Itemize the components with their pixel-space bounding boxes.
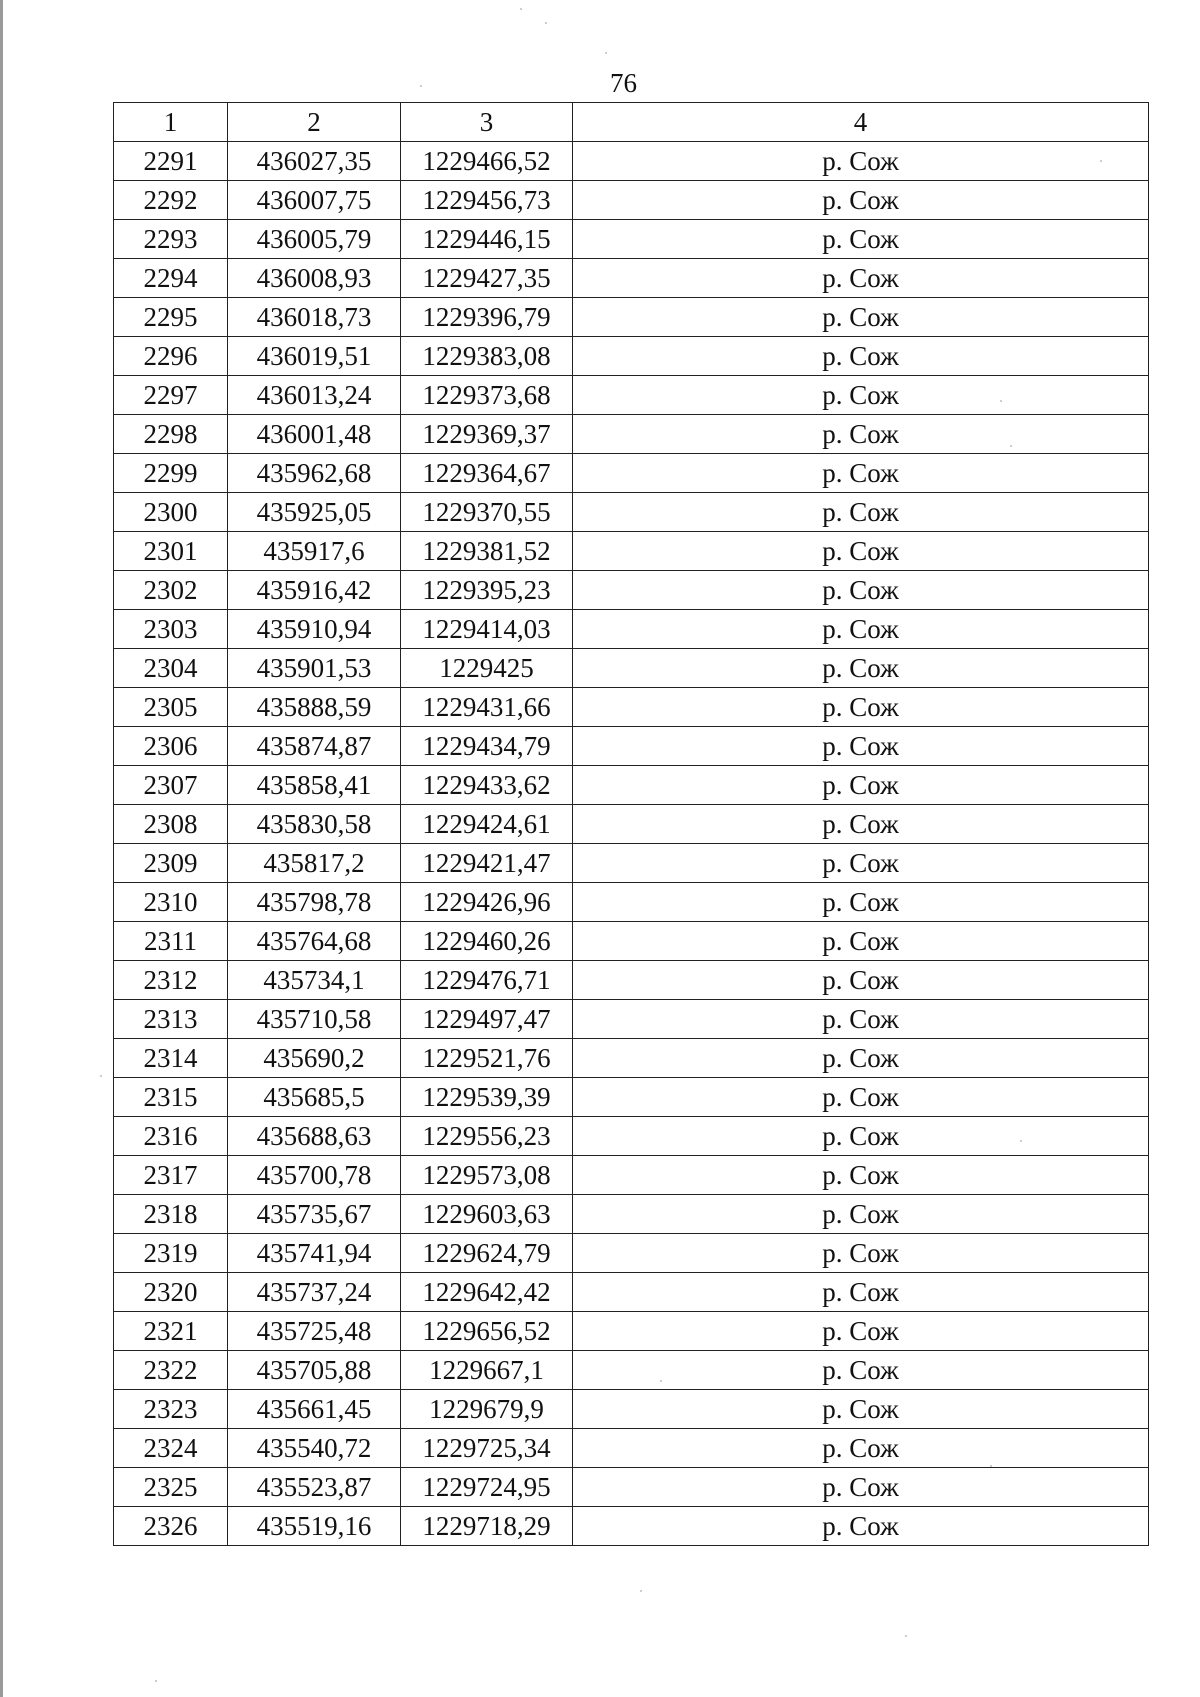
- table-row: [114, 961, 1149, 1000]
- x-coordinate-cell: 435688,63: [228, 1117, 401, 1156]
- x-coordinate-cell: 436027,35: [228, 142, 401, 181]
- table-row: [114, 1117, 1149, 1156]
- x-coordinate-cell: 435910,94: [228, 610, 401, 649]
- x-coordinate-cell: 435705,88: [228, 1351, 401, 1390]
- table-row: [114, 415, 1149, 454]
- y-coordinate-cell: 1229466,52: [401, 142, 573, 181]
- y-coordinate-cell: 1229395,23: [401, 571, 573, 610]
- table-row: [114, 1234, 1149, 1273]
- y-coordinate-cell: 1229679,9: [401, 1390, 573, 1429]
- y-coordinate-cell: 1229426,96: [401, 883, 573, 922]
- description-cell: р. Сож: [573, 1000, 1149, 1039]
- y-coordinate-cell: 1229497,47: [401, 1000, 573, 1039]
- table-row: [114, 493, 1149, 532]
- y-coordinate-cell: 1229433,62: [401, 766, 573, 805]
- table-row: [114, 259, 1149, 298]
- x-coordinate-cell: 436001,48: [228, 415, 401, 454]
- x-coordinate-cell: 436007,75: [228, 181, 401, 220]
- point-number-cell: 2317: [114, 1156, 228, 1195]
- y-coordinate-cell: 1229476,71: [401, 961, 573, 1000]
- x-coordinate-cell: 435830,58: [228, 805, 401, 844]
- point-number-cell: 2295: [114, 298, 228, 337]
- x-coordinate-cell: 435523,87: [228, 1468, 401, 1507]
- y-coordinate-cell: 1229539,39: [401, 1078, 573, 1117]
- table-row: [114, 883, 1149, 922]
- table-row: [114, 454, 1149, 493]
- table-row: [114, 298, 1149, 337]
- column-header: 2: [228, 103, 401, 142]
- point-number-cell: 2300: [114, 493, 228, 532]
- y-coordinate-cell: 1229725,34: [401, 1429, 573, 1468]
- y-coordinate-cell: 1229642,42: [401, 1273, 573, 1312]
- x-coordinate-cell: 435917,6: [228, 532, 401, 571]
- y-coordinate-cell: 1229381,52: [401, 532, 573, 571]
- y-coordinate-cell: 1229373,68: [401, 376, 573, 415]
- table-row: [114, 922, 1149, 961]
- x-coordinate-cell: 435798,78: [228, 883, 401, 922]
- y-coordinate-cell: 1229383,08: [401, 337, 573, 376]
- description-cell: р. Сож: [573, 1195, 1149, 1234]
- table-row: [114, 844, 1149, 883]
- y-coordinate-cell: 1229521,76: [401, 1039, 573, 1078]
- y-coordinate-cell: 1229667,1: [401, 1351, 573, 1390]
- point-number-cell: 2304: [114, 649, 228, 688]
- y-coordinate-cell: 1229446,15: [401, 220, 573, 259]
- table-row: [114, 532, 1149, 571]
- description-cell: р. Сож: [573, 454, 1149, 493]
- y-coordinate-cell: 1229603,63: [401, 1195, 573, 1234]
- description-cell: р. Сож: [573, 1390, 1149, 1429]
- table-row: [114, 376, 1149, 415]
- point-number-cell: 2323: [114, 1390, 228, 1429]
- table-row: [114, 1000, 1149, 1039]
- header-row: [114, 103, 1149, 142]
- description-cell: р. Сож: [573, 727, 1149, 766]
- x-coordinate-cell: 436005,79: [228, 220, 401, 259]
- description-cell: р. Сож: [573, 571, 1149, 610]
- y-coordinate-cell: 1229573,08: [401, 1156, 573, 1195]
- point-number-cell: 2303: [114, 610, 228, 649]
- table-row: [114, 220, 1149, 259]
- column-header: 1: [114, 103, 228, 142]
- point-number-cell: 2310: [114, 883, 228, 922]
- point-number-cell: 2305: [114, 688, 228, 727]
- table-row: [114, 1156, 1149, 1195]
- table-row: [114, 1039, 1149, 1078]
- point-number-cell: 2322: [114, 1351, 228, 1390]
- table-row: [114, 571, 1149, 610]
- x-coordinate-cell: 435901,53: [228, 649, 401, 688]
- point-number-cell: 2309: [114, 844, 228, 883]
- table-row: [114, 766, 1149, 805]
- y-coordinate-cell: 1229456,73: [401, 181, 573, 220]
- x-coordinate-cell: 435734,1: [228, 961, 401, 1000]
- point-number-cell: 2325: [114, 1468, 228, 1507]
- table-row: [114, 1351, 1149, 1390]
- description-cell: р. Сож: [573, 649, 1149, 688]
- y-coordinate-cell: 1229369,37: [401, 415, 573, 454]
- y-coordinate-cell: 1229556,23: [401, 1117, 573, 1156]
- x-coordinate-cell: 436018,73: [228, 298, 401, 337]
- y-coordinate-cell: 1229624,79: [401, 1234, 573, 1273]
- table-row: [114, 1390, 1149, 1429]
- coordinates-table: [113, 102, 1149, 1546]
- x-coordinate-cell: 435962,68: [228, 454, 401, 493]
- table-row: [114, 142, 1149, 181]
- description-cell: р. Сож: [573, 337, 1149, 376]
- description-cell: р. Сож: [573, 961, 1149, 1000]
- description-cell: р. Сож: [573, 1117, 1149, 1156]
- description-cell: р. Сож: [573, 1312, 1149, 1351]
- point-number-cell: 2312: [114, 961, 228, 1000]
- x-coordinate-cell: 435888,59: [228, 688, 401, 727]
- point-number-cell: 2297: [114, 376, 228, 415]
- point-number-cell: 2326: [114, 1507, 228, 1546]
- y-coordinate-cell: 1229656,52: [401, 1312, 573, 1351]
- point-number-cell: 2302: [114, 571, 228, 610]
- x-coordinate-cell: 436008,93: [228, 259, 401, 298]
- x-coordinate-cell: 435540,72: [228, 1429, 401, 1468]
- x-coordinate-cell: 435817,2: [228, 844, 401, 883]
- y-coordinate-cell: 1229434,79: [401, 727, 573, 766]
- y-coordinate-cell: 1229425: [401, 649, 573, 688]
- description-cell: р. Сож: [573, 1468, 1149, 1507]
- column-header: 4: [573, 103, 1149, 142]
- point-number-cell: 2299: [114, 454, 228, 493]
- x-coordinate-cell: 435916,42: [228, 571, 401, 610]
- description-cell: р. Сож: [573, 259, 1149, 298]
- description-cell: р. Сож: [573, 844, 1149, 883]
- point-number-cell: 2321: [114, 1312, 228, 1351]
- x-coordinate-cell: 435685,5: [228, 1078, 401, 1117]
- y-coordinate-cell: 1229427,35: [401, 259, 573, 298]
- description-cell: р. Сож: [573, 610, 1149, 649]
- description-cell: р. Сож: [573, 1507, 1149, 1546]
- table-row: [114, 1507, 1149, 1546]
- x-coordinate-cell: 435925,05: [228, 493, 401, 532]
- y-coordinate-cell: 1229431,66: [401, 688, 573, 727]
- x-coordinate-cell: 435741,94: [228, 1234, 401, 1273]
- point-number-cell: 2291: [114, 142, 228, 181]
- description-cell: р. Сож: [573, 688, 1149, 727]
- point-number-cell: 2298: [114, 415, 228, 454]
- description-cell: р. Сож: [573, 1429, 1149, 1468]
- table-row: [114, 1273, 1149, 1312]
- point-number-cell: 2311: [114, 922, 228, 961]
- page-number: 76: [610, 68, 637, 98]
- point-number-cell: 2319: [114, 1234, 228, 1273]
- x-coordinate-cell: 435735,67: [228, 1195, 401, 1234]
- description-cell: р. Сож: [573, 766, 1149, 805]
- table-row: [114, 1078, 1149, 1117]
- table-row: [114, 181, 1149, 220]
- description-cell: р. Сож: [573, 532, 1149, 571]
- description-cell: р. Сож: [573, 181, 1149, 220]
- y-coordinate-cell: 1229370,55: [401, 493, 573, 532]
- point-number-cell: 2314: [114, 1039, 228, 1078]
- x-coordinate-cell: 436013,24: [228, 376, 401, 415]
- description-cell: р. Сож: [573, 376, 1149, 415]
- table-row: [114, 688, 1149, 727]
- table-body: [114, 142, 1149, 1546]
- y-coordinate-cell: 1229460,26: [401, 922, 573, 961]
- description-cell: р. Сож: [573, 415, 1149, 454]
- table-row: [114, 337, 1149, 376]
- point-number-cell: 2315: [114, 1078, 228, 1117]
- x-coordinate-cell: 435874,87: [228, 727, 401, 766]
- description-cell: р. Сож: [573, 1234, 1149, 1273]
- description-cell: р. Сож: [573, 922, 1149, 961]
- point-number-cell: 2301: [114, 532, 228, 571]
- y-coordinate-cell: 1229396,79: [401, 298, 573, 337]
- description-cell: р. Сож: [573, 493, 1149, 532]
- x-coordinate-cell: 435700,78: [228, 1156, 401, 1195]
- point-number-cell: 2324: [114, 1429, 228, 1468]
- y-coordinate-cell: 1229724,95: [401, 1468, 573, 1507]
- description-cell: р. Сож: [573, 1351, 1149, 1390]
- point-number-cell: 2307: [114, 766, 228, 805]
- y-coordinate-cell: 1229364,67: [401, 454, 573, 493]
- table-row: [114, 1468, 1149, 1507]
- y-coordinate-cell: 1229421,47: [401, 844, 573, 883]
- x-coordinate-cell: 435710,58: [228, 1000, 401, 1039]
- table-row: [114, 727, 1149, 766]
- point-number-cell: 2316: [114, 1117, 228, 1156]
- description-cell: р. Сож: [573, 1156, 1149, 1195]
- point-number-cell: 2292: [114, 181, 228, 220]
- table-row: [114, 805, 1149, 844]
- point-number-cell: 2294: [114, 259, 228, 298]
- point-number-cell: 2320: [114, 1273, 228, 1312]
- x-coordinate-cell: 435737,24: [228, 1273, 401, 1312]
- description-cell: р. Сож: [573, 142, 1149, 181]
- description-cell: р. Сож: [573, 298, 1149, 337]
- x-coordinate-cell: 435725,48: [228, 1312, 401, 1351]
- point-number-cell: 2308: [114, 805, 228, 844]
- page-left-edge: [0, 0, 3, 1697]
- x-coordinate-cell: 435661,45: [228, 1390, 401, 1429]
- description-cell: р. Сож: [573, 1039, 1149, 1078]
- x-coordinate-cell: 435519,16: [228, 1507, 401, 1546]
- y-coordinate-cell: 1229414,03: [401, 610, 573, 649]
- x-coordinate-cell: 435858,41: [228, 766, 401, 805]
- point-number-cell: 2313: [114, 1000, 228, 1039]
- y-coordinate-cell: 1229718,29: [401, 1507, 573, 1546]
- point-number-cell: 2318: [114, 1195, 228, 1234]
- description-cell: р. Сож: [573, 1273, 1149, 1312]
- description-cell: р. Сож: [573, 1078, 1149, 1117]
- x-coordinate-cell: 435764,68: [228, 922, 401, 961]
- x-coordinate-cell: 436019,51: [228, 337, 401, 376]
- table-row: [114, 610, 1149, 649]
- x-coordinate-cell: 435690,2: [228, 1039, 401, 1078]
- y-coordinate-cell: 1229424,61: [401, 805, 573, 844]
- table-row: [114, 1312, 1149, 1351]
- description-cell: р. Сож: [573, 883, 1149, 922]
- point-number-cell: 2306: [114, 727, 228, 766]
- column-header: 3: [401, 103, 573, 142]
- point-number-cell: 2293: [114, 220, 228, 259]
- description-cell: р. Сож: [573, 220, 1149, 259]
- table-row: [114, 1195, 1149, 1234]
- table-row: [114, 649, 1149, 688]
- description-cell: р. Сож: [573, 805, 1149, 844]
- table-row: [114, 1429, 1149, 1468]
- point-number-cell: 2296: [114, 337, 228, 376]
